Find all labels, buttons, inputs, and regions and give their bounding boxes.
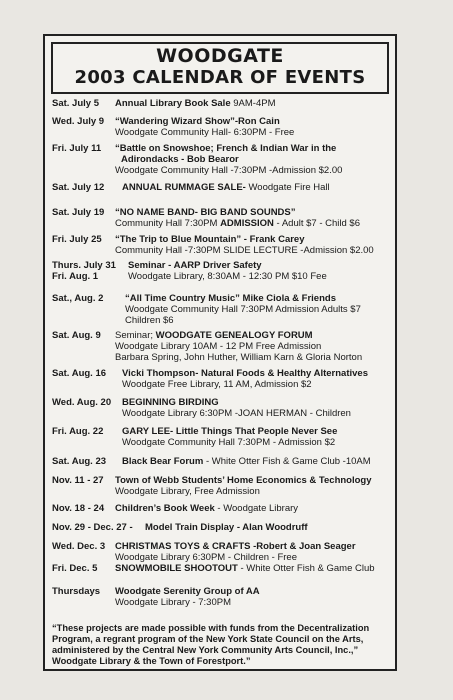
event-details: Woodgate Library, 8:30AM - 12:30 PM $10 Fee	[128, 271, 327, 282]
event-details: - Woodgate Library	[217, 503, 299, 514]
event-title: “The Trip to Blue Mountain” - Frank Carey	[115, 234, 305, 245]
calendar-frame	[43, 34, 397, 671]
event-details: Woodgate Library, Free Admission	[115, 486, 260, 497]
event-title: “All Time Country Music” Mike Ciola & Friends	[125, 293, 336, 304]
event-date: Sat. July 12	[52, 182, 105, 193]
event-details: Woodgate Community Hall -7:30PM -Admission $2.00	[115, 165, 343, 176]
event-details: Woodgate Library 10AM - 12 PM Free Admission	[115, 341, 322, 352]
event-date: Thurs. July 31	[52, 260, 116, 271]
event-date: Sat. July 5	[52, 98, 99, 109]
event-details: 9AM-4PM	[233, 98, 276, 109]
event-date: Nov. 18 - 24	[52, 503, 105, 514]
event-details: Woodgate Library - 7:30PM	[115, 597, 231, 608]
event-title: “Battle on Snowshoe; French & Indian War in the	[115, 143, 337, 154]
event-title-cont: Adirondacks - Bob Bearor	[121, 154, 239, 165]
event-title: Seminar - AARP Driver Safety	[128, 260, 262, 271]
event-date: Thursdays	[52, 586, 101, 597]
event-date: Wed. Aug. 20	[52, 397, 112, 408]
title-line-1: WOODGATE	[156, 45, 284, 67]
event-date-2: Fri. Aug. 1	[52, 271, 99, 282]
event-title: Model Train Display - Alan Woodruff	[145, 522, 308, 533]
funding-statement: “These projects are made possible with funds from the Decentralization Program, a regrant program of the New York State Council on the Arts, administered by the Central New York Community Arts Council, Inc.,” Woodgate Library & the Town of Forestport.”	[52, 623, 370, 666]
event-title: GARY LEE- Little Things That People Never See	[122, 426, 338, 437]
event-date: Sat. Aug. 9	[52, 330, 101, 341]
event-details: - White Otter Fish & Game Club	[240, 563, 375, 574]
event-date: Fri. Aug. 22	[52, 426, 104, 437]
event-title: WOODGATE GENEALOGY FORUM	[155, 330, 313, 341]
event-price: - Adult $7 - Child $6	[276, 218, 360, 229]
event-date: Nov. 11 - 27	[52, 475, 104, 486]
event-date: Wed. July 9	[52, 116, 105, 127]
event-date: Fri. Dec. 5	[52, 563, 98, 574]
event-details: Woodgate Community Hall 7:30PM - Admission $2	[122, 437, 336, 448]
event-title: BEGINNING BIRDING	[122, 397, 219, 408]
event-details: Woodgate Free Library, 11 AM, Admission $2	[122, 379, 312, 390]
event-date: Fri. July 25	[52, 234, 102, 245]
event-details: Woodgate Community Hall- 6:30PM - Free	[115, 127, 295, 138]
event-title: Woodgate Serenity Group of AA	[115, 586, 260, 597]
event-date: Sat., Aug. 2	[52, 293, 104, 304]
event-date: Wed. Dec. 3	[52, 541, 106, 552]
event-title: ANNUAL RUMMAGE SALE-	[122, 182, 246, 193]
event-date: Sat. Aug. 16	[52, 368, 107, 379]
title-line-2: 2003 CALENDAR OF EVENTS	[74, 67, 366, 88]
event-details: Woodgate Library 6:30PM -JOAN HERMAN - Children	[122, 408, 351, 419]
event-title: CHRISTMAS TOYS & CRAFTS -Robert & Joan Seager	[115, 541, 356, 552]
event-title: “Wandering Wizard Show”-Ron Cain	[115, 116, 280, 127]
event-details: Woodgate Fire Hall	[248, 182, 330, 193]
event-prefix: Seminar;	[115, 330, 154, 341]
event-details-2: Barbara Spring, John Huther, William Karn & Gloria Norton	[115, 352, 363, 363]
event-details: Woodgate Library 6:30PM - Children - Free	[115, 552, 297, 563]
event-details: Community Hall -7:30PM SLIDE LECTURE -Admission $2.00	[115, 245, 374, 256]
event-date: Nov. 29 - Dec. 27 -	[52, 522, 133, 533]
event-title: “NO NAME BAND- BIG BAND SOUNDS”	[115, 207, 296, 218]
event-title: Children’s Book Week	[115, 503, 215, 514]
event-title: Black Bear Forum	[122, 456, 204, 467]
event-date: Sat. Aug. 23	[52, 456, 107, 467]
event-admission-label: ADMISSION	[220, 218, 274, 229]
event-title: Annual Library Book Sale	[115, 98, 231, 109]
event-details: Community Hall 7:30PM	[115, 218, 218, 229]
event-details: - White Otter Fish & Game Club -10AM	[205, 456, 371, 467]
event-title: Vicki Thompson- Natural Foods & Healthy Alternatives	[122, 368, 368, 379]
event-details: Woodgate Community Hall 7:30PM Admission Adults $7	[125, 304, 361, 315]
title-box	[51, 42, 389, 94]
event-title: SNOWMOBILE SHOOTOUT	[115, 563, 238, 574]
event-date: Sat. July 19	[52, 207, 105, 218]
event-title: Town of Webb Students’ Home Economics & Technology	[115, 475, 372, 486]
event-date: Fri. July 11	[52, 143, 102, 154]
event-details-2: Children $6	[125, 315, 174, 326]
